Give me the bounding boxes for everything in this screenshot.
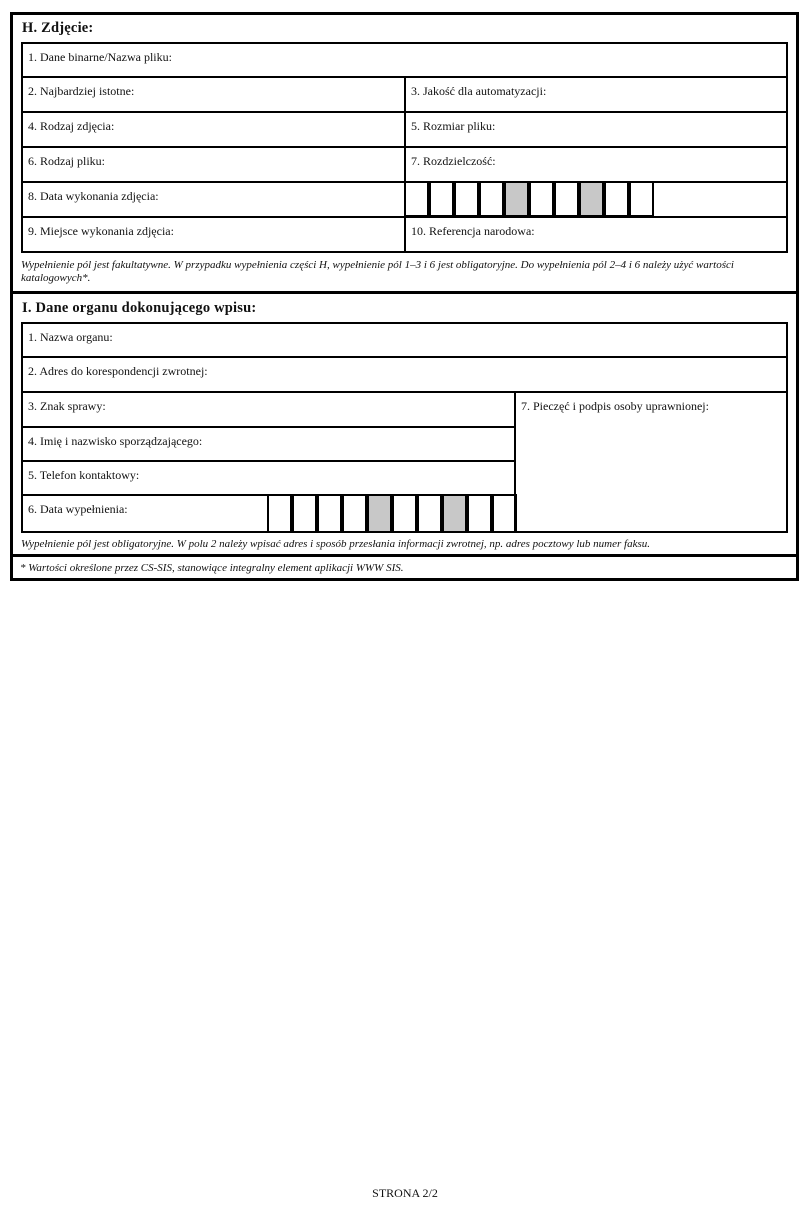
h-field-5[interactable] [404, 111, 788, 148]
h-date-separator-box [579, 181, 604, 217]
i-field-1-label: 1. Nazwa organu: [28, 330, 113, 344]
h-field-9-label: 9. Miejsce wykonania zdjęcia: [28, 224, 174, 238]
h-date-box[interactable] [554, 181, 579, 217]
h-field-4[interactable] [21, 111, 406, 148]
h-date-separator-box [504, 181, 529, 217]
h-field-3-label: 3. Jakość dla automatyzacji: [411, 84, 547, 98]
i-field-7-label: 7. Pieczęć i podpis osoby uprawnionej: [521, 399, 709, 413]
i-date-box[interactable] [392, 494, 417, 533]
i-date-box[interactable] [417, 494, 442, 533]
h-field-2[interactable] [21, 76, 406, 113]
h-date-box[interactable] [479, 181, 504, 217]
h-field-7-label: 7. Rozdzielczość: [411, 154, 496, 168]
h-field-8 [21, 181, 406, 218]
section-divider [10, 554, 799, 557]
i-field-6-label: 6. Data wypełnienia: [28, 502, 128, 516]
i-date-box[interactable] [317, 494, 342, 533]
i-field-5-label: 5. Telefon kontaktowy: [28, 468, 140, 482]
page-number: STRONA 2/2 [372, 1186, 438, 1200]
h-field-5-label: 5. Rozmiar pliku: [411, 119, 496, 133]
i-field-3[interactable] [21, 391, 516, 428]
h-field-7[interactable] [404, 146, 788, 183]
h-date-box[interactable] [404, 181, 429, 217]
i-date-box[interactable] [342, 494, 367, 533]
section-i-title: I. Dane organu dokonującego wpisu: [22, 300, 257, 316]
h-date-box[interactable] [454, 181, 479, 217]
h-field-1-label: 1. Dane binarne/Nazwa pliku: [28, 50, 172, 64]
i-field-6 [21, 494, 516, 533]
h-date-box[interactable] [429, 181, 454, 217]
h-date-box[interactable] [604, 181, 629, 217]
i-date-box[interactable] [292, 494, 317, 533]
section-h-title: H. Zdjęcie: [22, 20, 94, 36]
h-field-10[interactable] [404, 216, 788, 253]
h-field-4-label: 4. Rodzaj zdjęcia: [28, 119, 115, 133]
i-field-3-label: 3. Znak sprawy: [28, 399, 106, 413]
i-field-5[interactable] [21, 460, 516, 496]
section-h-note: Wypełnienie pól jest fakultatywne. W przypadku wypełnienia części H, wypełnienie pól 1–3 i 6 jest obligatoryjne. Do wypełnienia pól 2–4 i 6 należy użyć wartości katalogowych*. [21, 259, 734, 284]
i-field-4-label: 4. Imię i nazwisko sporządzającego: [28, 434, 203, 448]
h-field-3[interactable] [404, 76, 788, 113]
h-date-box[interactable] [529, 181, 554, 217]
section-i-note: Wypełnienie pól jest obligatoryjne. W polu 2 należy wpisać adres i sposób przesłania informacji zwrotnej, np. adres pocztowy lub numer faksu. [21, 538, 650, 550]
i-date-box[interactable] [467, 494, 492, 533]
i-field-2-label: 2. Adres do korespondencji zwrotnej: [28, 364, 208, 378]
h-field-2-label: 2. Najbardziej istotne: [28, 84, 135, 98]
h-field-10-label: 10. Referencja narodowa: [411, 224, 535, 238]
h-date-box[interactable] [629, 181, 654, 217]
i-field-4[interactable] [21, 426, 516, 462]
h-field-6-label: 6. Rodzaj pliku: [28, 154, 105, 168]
h-field-6[interactable] [21, 146, 406, 183]
section-divider [10, 291, 799, 294]
i-date-separator-box [367, 494, 392, 533]
h-field-8-label: 8. Data wykonania zdjęcia: [28, 189, 159, 203]
h-field-1[interactable] [21, 42, 788, 78]
i-field-7[interactable] [514, 391, 788, 533]
h-date-boxes-row [404, 181, 788, 218]
h-field-9[interactable] [21, 216, 406, 253]
i-field-2[interactable] [21, 356, 788, 393]
i-date-separator-box [442, 494, 467, 533]
i-field-1[interactable] [21, 322, 788, 358]
i-date-box[interactable] [267, 494, 292, 533]
footnote: * Wartości określone przez CS-SIS, stanowiące integralny element aplikacji WWW SIS. [20, 562, 404, 574]
